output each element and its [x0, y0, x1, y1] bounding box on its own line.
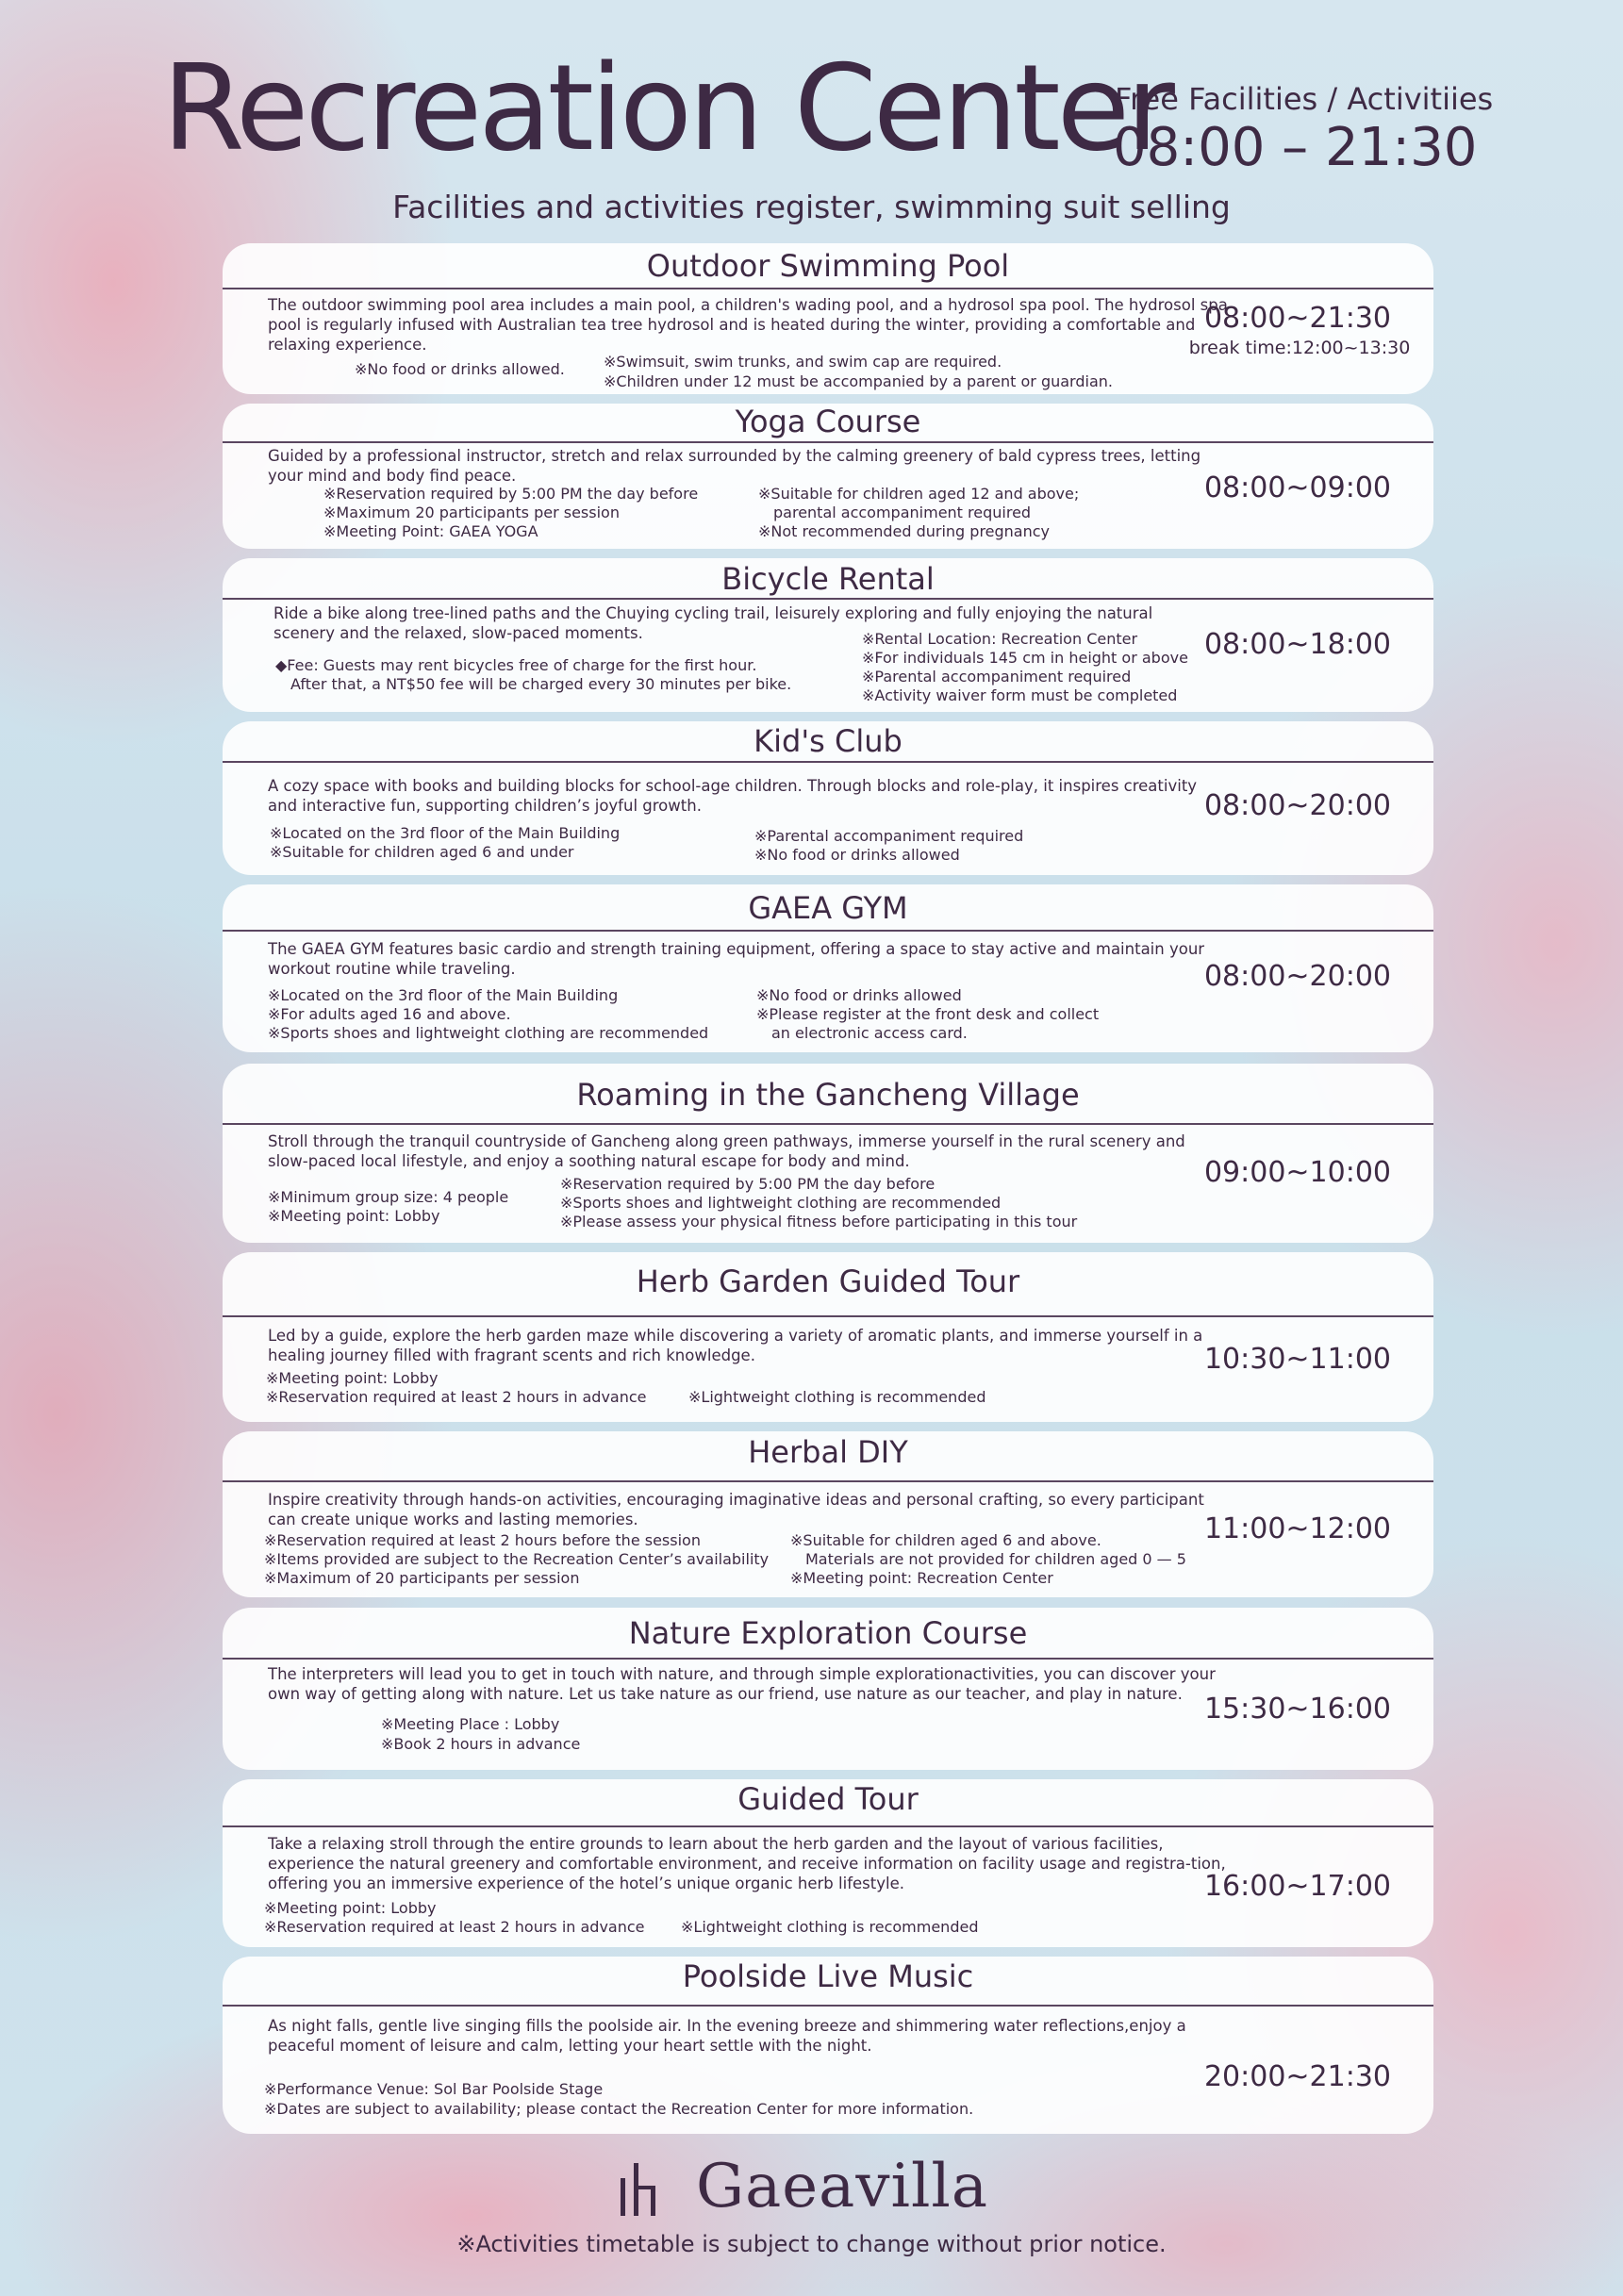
activity-note: ※Parental accompaniment required: [754, 827, 1024, 845]
activity-description: The outdoor swimming pool area includes a main pool, a children's wading pool, and a hydrosol spa pool. The hydrosol spa pool is regularly infused with Australian tea tree hydrosol and is heated during the winter, providing a comfortable and relaxing experience.: [268, 296, 1228, 354]
activity-card-yoga: [223, 404, 1433, 549]
activity-description: Inspire creativity through hands-on activities, encouraging imaginative ideas and personal crafting, so every participant can create unique works and lasting memories.: [268, 1491, 1204, 1528]
activity-title: Guided Tour: [737, 1781, 919, 1817]
divider: [223, 598, 1433, 600]
activity-title: GAEA GYM: [748, 890, 908, 926]
activity-note: ※Activity waiver form must be completed: [862, 686, 1178, 704]
footer-note: ※Activities timetable is subject to change without prior notice.: [456, 2231, 1167, 2257]
brand-name: Gaeavilla: [696, 2152, 989, 2222]
activity-note: ※Meeting point: Lobby: [266, 1369, 439, 1387]
activity-note: ※Children under 12 must be accompanied by a parent or guardian.: [604, 372, 1113, 390]
activity-title: Herbal DIY: [748, 1434, 908, 1470]
activity-note: ※Reservation required by 5:00 PM the day before: [323, 485, 699, 503]
activity-title: Roaming in the Gancheng Village: [576, 1077, 1080, 1113]
activity-note: ※Suitable for children aged 6 and above.: [790, 1531, 1101, 1549]
activity-note: an electronic access card.: [771, 1024, 968, 1042]
activity-note: ※Meeting point: Recreation Center: [790, 1569, 1053, 1587]
activity-time: 08:00~20:00: [1203, 960, 1392, 993]
divider: [223, 2005, 1433, 2007]
activity-description: The GAEA GYM features basic cardio and strength training equipment, offering a space to stay active and maintain your workout routine while traveling.: [268, 940, 1205, 978]
activity-card-nature-exploration: [223, 1608, 1433, 1770]
activity-note: ※Lightweight clothing is recommended: [688, 1388, 986, 1406]
activity-note: ※Reservation required at least 2 hours before the session: [264, 1531, 701, 1549]
activity-note: ※Performance Venue: Sol Bar Poolside Stage: [264, 2080, 604, 2098]
divider: [223, 1123, 1433, 1125]
activity-title: Poolside Live Music: [682, 1958, 974, 1994]
activity-note: Materials are not provided for children aged 0 — 5: [805, 1550, 1186, 1568]
activity-note: parental accompaniment required: [773, 504, 1032, 521]
activity-title: Bicycle Rental: [721, 561, 935, 597]
activity-note: ※Swimsuit, swim trunks, and swim cap are required.: [604, 353, 1002, 371]
divider: [223, 1658, 1433, 1660]
activity-time: 20:00~21:30: [1203, 2060, 1392, 2093]
activity-note: ※Not recommended during pregnancy: [758, 522, 1051, 540]
activity-note: ※Lightweight clothing is recommended: [681, 1918, 979, 1936]
divider: [223, 1480, 1433, 1482]
activity-note: ※Meeting point: Lobby: [268, 1207, 440, 1225]
gaeavilla-logo: [613, 2152, 1009, 2223]
activity-description: Guided by a professional instructor, stretch and relax surrounded by the calming greenery of bald cypress trees, letting your mind and body find peace.: [268, 447, 1201, 485]
activity-time: 08:00~21:30: [1203, 302, 1392, 335]
activity-time: 08:00~09:00: [1203, 471, 1392, 504]
brand-mark-icon: [613, 2157, 679, 2223]
activity-description: Ride a bike along tree-lined paths and the Chuying cycling trail, leisurely exploring and fully enjoying the natural scenery and the relaxed, slow-paced moments.: [273, 604, 1153, 642]
divider: [223, 1315, 1433, 1317]
activity-note: ※Located on the 3rd floor of the Main Building: [270, 824, 621, 842]
divider: [223, 1825, 1433, 1827]
activity-note: ※Dates are subject to availability; please contact the Recreation Center for more information.: [264, 2100, 974, 2118]
activity-title: Yoga Course: [735, 404, 921, 439]
activity-note: ※No food or drinks allowed.: [355, 360, 565, 378]
activity-card-guided-tour: [223, 1779, 1433, 1947]
activity-description: Led by a guide, explore the herb garden maze while discovering a variety of aromatic plants, and immerse yourself in a healing journey filled with fragrant scents and rich knowledge.: [268, 1327, 1203, 1364]
activity-break-time: break time:12:00~13:30: [1188, 338, 1411, 358]
activity-card-kids-club: [223, 721, 1433, 875]
activity-note: ※Meeting point: Lobby: [264, 1899, 437, 1917]
opening-hours: 08:00 – 21:30: [1113, 117, 1478, 178]
activity-time: 10:30~11:00: [1203, 1343, 1392, 1376]
activity-note: ※Sports shoes and lightweight clothing are recommended: [268, 1024, 709, 1042]
activity-note: ※No food or drinks allowed: [754, 846, 960, 864]
activity-card-poolside-music: [223, 1957, 1433, 2134]
activity-note: ※Please register at the front desk and collect: [756, 1005, 1100, 1023]
divider: [223, 930, 1433, 932]
activity-note: After that, a NT$50 fee will be charged every 30 minutes per bike.: [290, 675, 792, 693]
activity-note: ※For adults aged 16 and above.: [268, 1005, 511, 1023]
activity-note: ※Maximum 20 participants per session: [323, 504, 620, 521]
activity-note: ※Reservation required by 5:00 PM the day before: [560, 1175, 936, 1193]
activity-note: ※Rental Location: Recreation Center: [862, 630, 1138, 648]
activity-card-gancheng-village: [223, 1064, 1433, 1243]
activity-note: ※No food or drinks allowed: [756, 986, 962, 1004]
activity-card-herbal-diy: [223, 1431, 1433, 1597]
activity-note: ※Suitable for children aged 12 and above;: [758, 485, 1080, 503]
activity-title: Outdoor Swimming Pool: [646, 248, 1010, 284]
activity-note: ※Maximum of 20 participants per session: [264, 1569, 580, 1587]
activity-title: Kid's Club: [754, 723, 903, 759]
activity-note: ※Meeting Place : Lobby: [381, 1715, 560, 1733]
activity-time: 08:00~20:00: [1203, 789, 1392, 822]
activity-note: ※Minimum group size: 4 people: [268, 1188, 509, 1206]
activity-title: Nature Exploration Course: [628, 1615, 1028, 1651]
activity-description: Stroll through the tranquil countryside of Gancheng along green pathways, immerse yourself in the rural scenery and slow-paced local lifestyle, and enjoy a soothing natural escape for body and mind.: [268, 1132, 1185, 1170]
activity-note: ※Items provided are subject to the Recreation Center’s availability: [264, 1550, 770, 1568]
activity-time: 16:00~17:00: [1203, 1870, 1392, 1903]
activity-note: ※Meeting Point: GAEA YOGA: [323, 522, 538, 540]
divider: [223, 761, 1433, 763]
activity-time: 15:30~16:00: [1203, 1693, 1392, 1726]
page-subtitle: Facilities and activities register, swimming suit selling: [392, 189, 1231, 225]
activity-note: ※Book 2 hours in advance: [381, 1735, 581, 1753]
divider: [223, 441, 1433, 443]
activity-note: ◆Fee: Guests may rent bicycles free of charge for the first hour.: [275, 656, 757, 674]
activity-note: ※Reservation required at least 2 hours in advance: [266, 1388, 647, 1406]
activity-note: ※For individuals 145 cm in height or above: [862, 649, 1188, 667]
activity-description: The interpreters will lead you to get in touch with nature, and through simple explorationactivities, you can discover your own way of getting along with nature. Let us take nature as our friend, use nature as our teacher, and play in nature.: [268, 1665, 1216, 1703]
activity-note: ※Located on the 3rd floor of the Main Building: [268, 986, 619, 1004]
activity-description: As night falls, gentle live singing fills the poolside air. In the evening breeze and shimmering water reflections,enjoy a peaceful moment of leisure and calm, letting your heart settle with the night.: [268, 2017, 1186, 2055]
activity-note: ※Sports shoes and lightweight clothing are recommended: [560, 1194, 1002, 1212]
activity-description: A cozy space with books and building blocks for school-age children. Through blocks and role-play, it inspires creativity and interactive fun, supporting children’s joyful growth.: [268, 777, 1198, 815]
activity-title: Herb Garden Guided Tour: [636, 1264, 1020, 1299]
divider: [223, 288, 1433, 289]
activity-note: ※Parental accompaniment required: [862, 668, 1132, 685]
activity-note: ※Please assess your physical fitness before participating in this tour: [560, 1213, 1078, 1231]
activity-card-herb-garden-tour: [223, 1252, 1433, 1422]
page-title: Recreation Center: [162, 39, 1171, 177]
activity-time: 11:00~12:00: [1203, 1512, 1392, 1545]
free-facilities-label: Free Facilities / Activitiies: [1115, 81, 1494, 117]
activity-note: ※Reservation required at least 2 hours in advance: [264, 1918, 645, 1936]
activity-card-bicycle-rental: [223, 558, 1433, 712]
activity-note: ※Suitable for children aged 6 and under: [270, 843, 574, 861]
activity-card-swimming-pool: [223, 243, 1433, 394]
activity-time: 09:00~10:00: [1203, 1156, 1392, 1189]
activity-description: Take a relaxing stroll through the entire grounds to learn about the herb garden and the layout of various facilities, experience the natural greenery and comfortable environment, and receive information on facility usage and registra-tion, offering you an immersive experience of the hotel’s unique organic herb lifestyle.: [268, 1835, 1226, 1892]
activity-time: 08:00~18:00: [1203, 628, 1392, 661]
activity-card-gym: [223, 884, 1433, 1052]
